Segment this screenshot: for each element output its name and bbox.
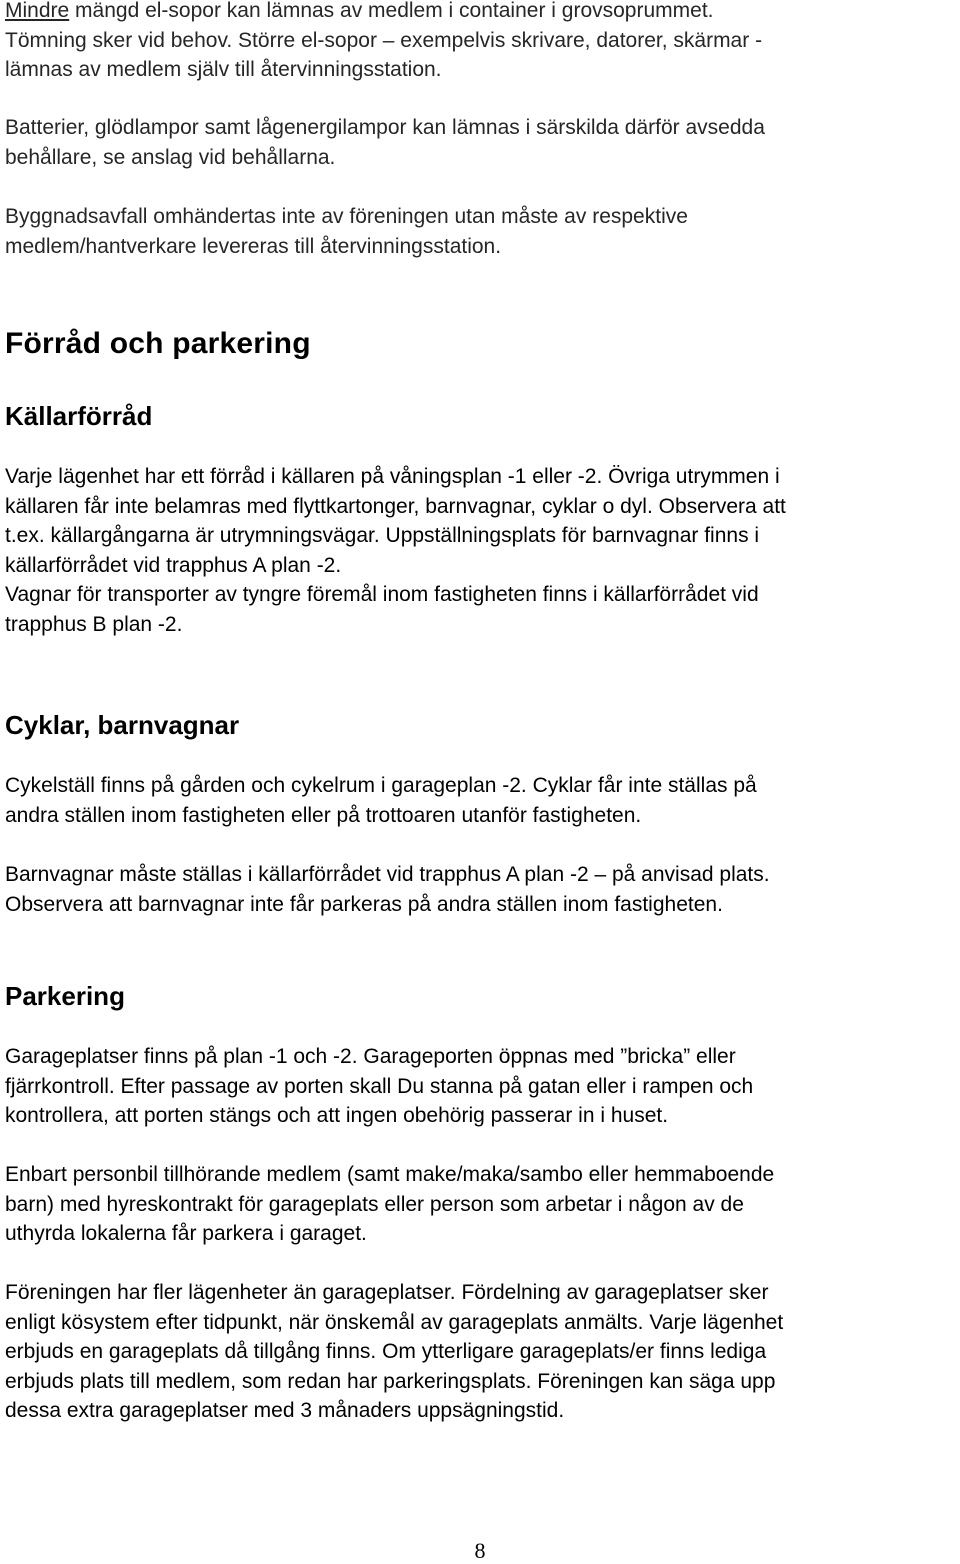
paragraph-line: Enbart personbil tillhörande medlem (samt make/maka/sambo eller hemmaboende	[5, 1163, 775, 1186]
paragraph-line: Mindre mängd el-sopor kan lämnas av medlem i container i grovsoprummet.	[5, 0, 714, 22]
paragraph-line: lämnas av medlem själv till återvinningsstation.	[5, 58, 442, 81]
paragraph-line: källaren får inte belamras med flyttkartonger, barnvagnar, cyklar o dyl. Observera att	[5, 494, 786, 518]
paragraph-line: dessa extra garageplatser med 3 månaders uppsägningstid.	[5, 1399, 565, 1422]
paragraph-line: Varje lägenhet har ett förråd i källaren på våningsplan -1 eller -2. Övriga utrymmen i	[5, 465, 780, 488]
construction-waste-paragraph	[5, 202, 957, 261]
paragraph-line: Batterier, glödlampor samt lågenergilampor kan lämnas i särskilda därför avsedda	[5, 116, 765, 139]
paragraph-line: Garageplatser finns på plan -1 och -2. Garageporten öppnas med ”bricka” eller	[5, 1045, 736, 1068]
paragraph-line: enligt kösystem efter tidpunkt, när önskemål av garageplats anmälts. Varje lägenhet	[5, 1310, 784, 1334]
paragraph-line: barn) med hyreskontrakt för garageplats eller person som arbetar i någon av de	[5, 1192, 744, 1216]
bikes-paragraph	[5, 771, 957, 830]
paragraph-line: Byggnadsavfall omhändertas inte av föreningen utan måste av respektive	[5, 205, 688, 228]
paragraph-line: fjärrkontroll. Efter passage av porten skall Du stanna på gatan eller i rampen och	[5, 1074, 754, 1098]
paragraph-line: trapphus B plan -2.	[5, 612, 183, 636]
paragraph-line: Barnvagnar måste ställas i källarförrådet vid trapphus A plan -2 – på anvisad plats.	[5, 863, 770, 886]
page-number: 8	[474, 1538, 486, 1563]
underlined-word: Mindre	[5, 0, 70, 22]
paragraph-line: Vagnar för transporter av tyngre föremål inom fastigheten finns i källarförrådet vid	[5, 583, 759, 606]
paragraph-line: uthyrda lokalerna får parkera i garaget.	[5, 1222, 367, 1245]
paragraph-line: erbjuds en garageplats då tillgång finns. Om ytterligare garageplats/er finns lediga	[5, 1340, 767, 1363]
paragraph-line: medlem/hantverkare levereras till återvinningsstation.	[5, 234, 502, 258]
subsection-parking	[5, 980, 957, 1012]
subsection-bikes-strollers	[5, 709, 957, 741]
paragraph-line: Observera att barnvagnar inte får parkeras på andra ställen inom fastigheten.	[5, 892, 723, 916]
paragraph-line: Cykelställ finns på gården och cykelrum i garageplan -2. Cyklar får inte ställas på	[5, 774, 757, 797]
paragraph-line: andra ställen inom fastigheten eller på trottoaren utanför fastigheten.	[5, 803, 642, 827]
el-waste-paragraph	[5, 0, 957, 85]
strollers-paragraph	[5, 860, 957, 919]
garage-access-paragraph	[5, 1042, 957, 1131]
section-title: Förråd och parkering	[5, 327, 311, 360]
subsection-title: Källarförråd	[5, 401, 153, 431]
paragraph-line: erbjuds plats till medlem, som redan har parkeringsplats. Föreningen kan säga upp	[5, 1369, 776, 1393]
paragraph-line: kontrollera, att porten stängs och att ingen obehörig passerar in i huset.	[5, 1104, 669, 1127]
paragraph-line: Föreningen har fler lägenheter än garageplatser. Fördelning av garageplatser sker	[5, 1281, 769, 1304]
section-heading-storage-parking	[5, 326, 957, 362]
paragraph-line: Tömning sker vid behov. Större el-sopor – exempelvis skrivare, datorer, skärmar -	[5, 28, 763, 52]
garage-allocation-paragraph	[5, 1278, 957, 1426]
subsection-basement-storage	[5, 400, 957, 432]
garage-eligibility-paragraph	[5, 1160, 957, 1249]
subsection-title: Cyklar, barnvagnar	[5, 710, 240, 740]
paragraph-line: behållare, se anslag vid behållarna.	[5, 145, 336, 169]
batteries-paragraph	[5, 113, 957, 172]
paragraph-line: t.ex. källargångarna är utrymningsvägar. Uppställningsplats för barnvagnar finns i	[5, 524, 760, 547]
paragraph-line: källarförrådet vid trapphus A plan -2.	[5, 553, 342, 577]
subsection-title: Parkering	[5, 981, 125, 1011]
basement-storage-paragraph	[5, 462, 957, 639]
